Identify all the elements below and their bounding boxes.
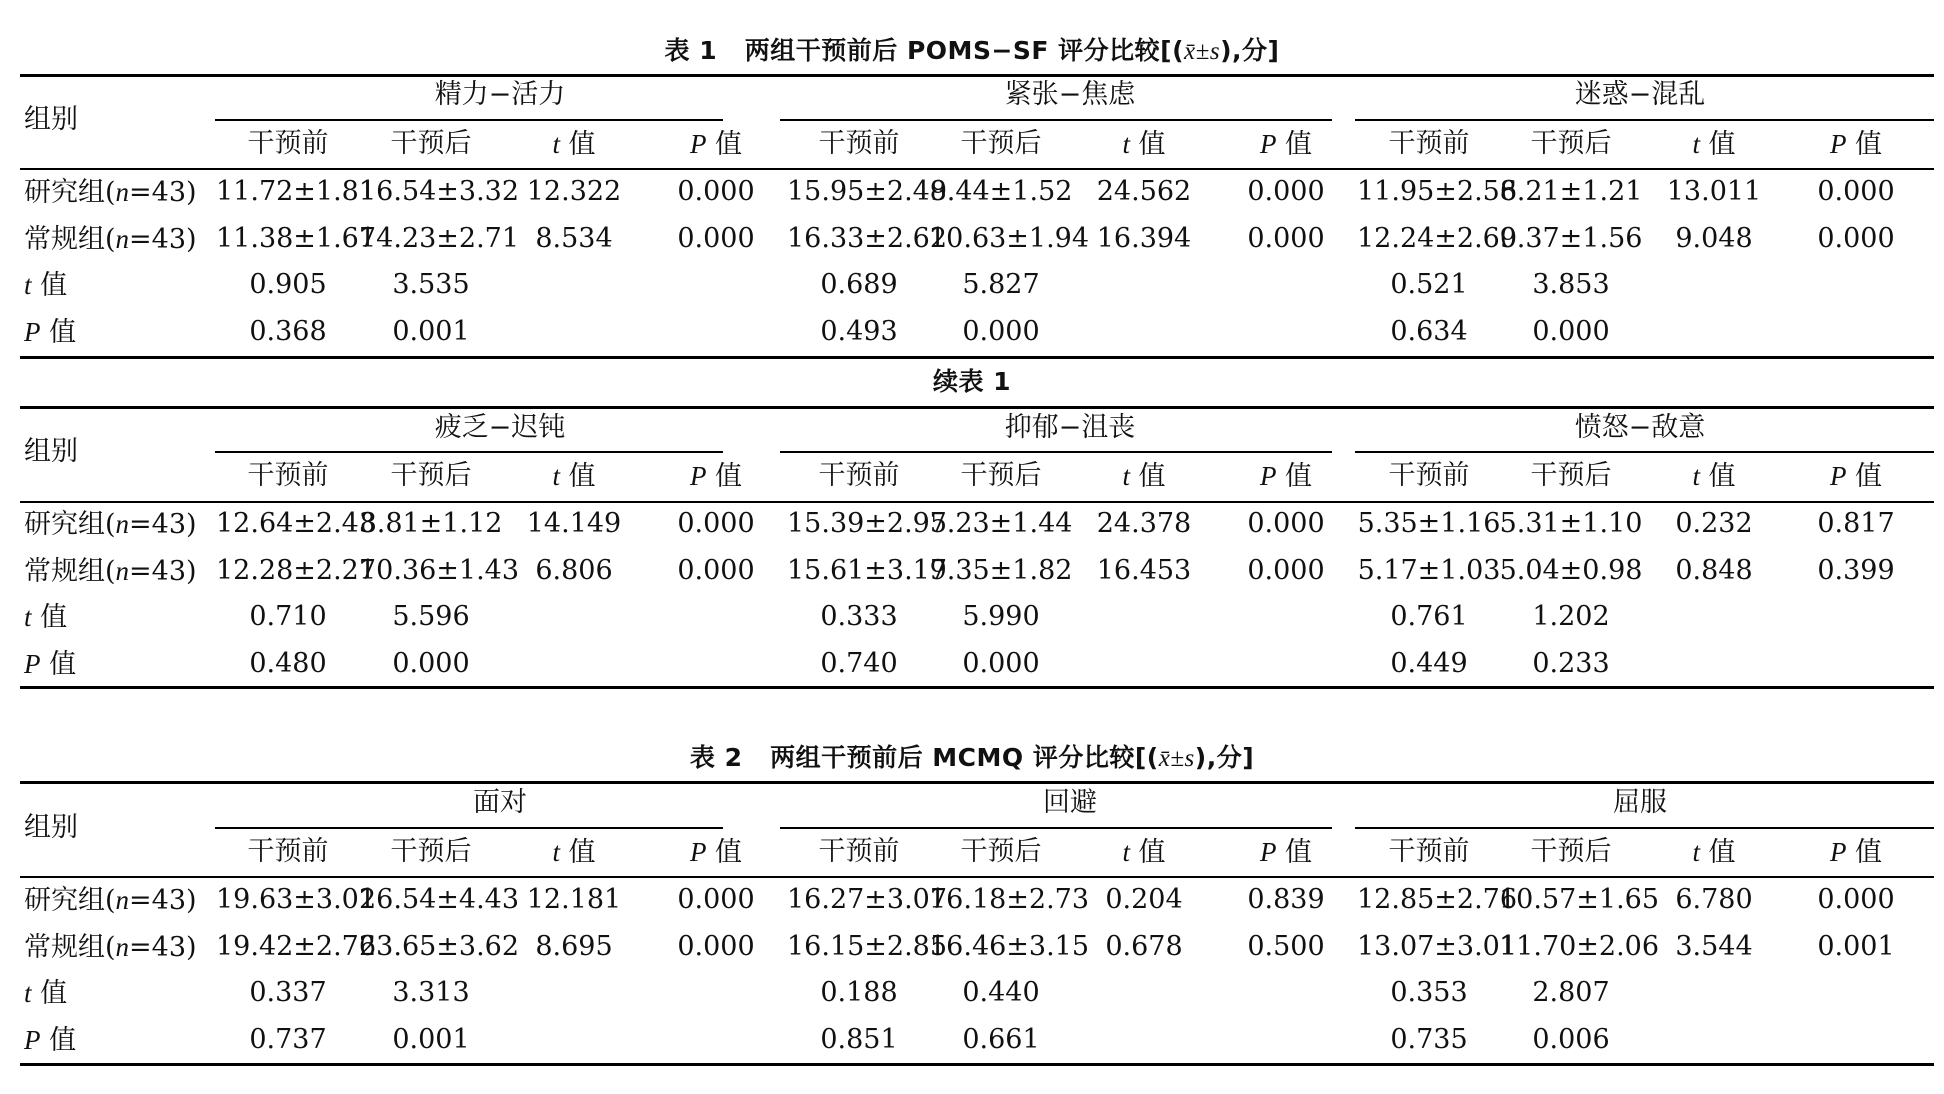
table-cell: 0.740 (820, 648, 898, 679)
column-header-t: t 值 (1692, 837, 1736, 868)
row-label: t 值 (24, 602, 68, 633)
table-cell: 19.42±2.76 (216, 931, 377, 962)
table-cell: 0.000 (1532, 316, 1610, 347)
column-header-t: t 值 (1122, 837, 1166, 868)
column-header-post: 干预后 (1530, 128, 1612, 159)
column-header-pre: 干预前 (1388, 460, 1470, 491)
table-1-cont-header-rule (20, 501, 1934, 503)
table-cell: 5.990 (962, 601, 1040, 632)
table-cell: 9.35±1.82 (929, 555, 1073, 586)
table-cell: 14.149 (526, 508, 622, 539)
table-cell: 11.95±2.56 (1357, 176, 1518, 207)
table-cell: 0.337 (249, 977, 327, 1008)
table-cell: 0.689 (820, 269, 898, 300)
table-cell: 3.313 (392, 977, 470, 1008)
table-cell: 0.905 (249, 269, 327, 300)
table-1-cont-top-rule (20, 406, 1934, 409)
table-cell: 8.44±1.52 (929, 176, 1073, 207)
table-cell: 16.394 (1096, 223, 1192, 254)
table-cell: 0.000 (1817, 884, 1895, 915)
table-cell: 8.81±1.12 (359, 508, 503, 539)
table-cell: 12.28±2.27 (216, 555, 377, 586)
column-header-post: 干预后 (960, 460, 1042, 491)
table-cell: 23.65±3.62 (359, 931, 520, 962)
table-cell: 19.63±3.01 (216, 884, 377, 915)
mean-sd-symbol: x̄±s (1184, 38, 1221, 65)
table-cell: 0.500 (1247, 931, 1325, 962)
table-cell: 16.18±2.73 (929, 884, 1090, 915)
row-label: 研究组(n=43) (24, 885, 197, 916)
table-cell: 0.333 (820, 601, 898, 632)
table-cell: 5.31±1.10 (1499, 508, 1643, 539)
column-header-post: 干预后 (390, 460, 472, 491)
table-cell: 0.006 (1532, 1024, 1610, 1055)
table-1-number: 表 1 (664, 36, 718, 65)
table-cell: 13.011 (1666, 176, 1762, 207)
table-cell: 0.188 (820, 977, 898, 1008)
table-cell: 0.399 (1817, 555, 1895, 586)
table-2-group-header: 回避 (1043, 787, 1097, 818)
table-cell: 11.70±2.06 (1499, 931, 1660, 962)
column-header-p: P 值 (1259, 461, 1313, 492)
column-header-post: 干预后 (960, 128, 1042, 159)
table-cell: 0.480 (249, 648, 327, 679)
table-2-number: 表 2 (689, 743, 743, 772)
table-cell: 0.001 (1817, 931, 1895, 962)
table-cell: 14.23±2.71 (359, 223, 520, 254)
table-cell: 5.04±0.98 (1499, 555, 1643, 586)
table-1-header-rule (20, 168, 1934, 170)
table-2-title: 两组干预前后 MCMQ 评分比较[( (770, 743, 1159, 772)
table-cell: 0.000 (677, 931, 755, 962)
table-cell: 0.368 (249, 316, 327, 347)
column-header-t: t 值 (552, 837, 596, 868)
column-header-post: 干预后 (390, 836, 472, 867)
table-cell: 0.001 (392, 316, 470, 347)
table-cell: 15.95±2.49 (787, 176, 948, 207)
table-cell: 5.596 (392, 601, 470, 632)
table-1-group-header: 迷惑−混乱 (1574, 79, 1706, 110)
row-label: t 值 (24, 978, 68, 1009)
column-header-post: 干预后 (1530, 460, 1612, 491)
table-cell: 8.534 (535, 223, 613, 254)
table-cell: 5.35±1.16 (1357, 508, 1501, 539)
table-cell: 0.440 (962, 977, 1040, 1008)
mean-sd-symbol: x̄±s (1158, 745, 1195, 772)
table-cell: 16.453 (1096, 555, 1192, 586)
table-cell: 11.72±1.81 (216, 176, 377, 207)
table-1-cont-group-header: 疲乏−迟钝 (434, 412, 566, 443)
table-cell: 0.634 (1390, 316, 1468, 347)
table-cell: 7.23±1.44 (929, 508, 1073, 539)
column-header-pre: 干预前 (1388, 128, 1470, 159)
column-header-t: t 值 (1692, 129, 1736, 160)
table-cell: 0.710 (249, 601, 327, 632)
table-cell: 0.232 (1675, 508, 1753, 539)
column-header-pre: 干预前 (247, 128, 329, 159)
table-cell: 0.000 (962, 648, 1040, 679)
table-cell: 0.204 (1105, 884, 1183, 915)
row-label: t 值 (24, 270, 68, 301)
table-1-title: 两组干预前后 POMS−SF 评分比较[( (744, 36, 1185, 65)
table-cell: 5.827 (962, 269, 1040, 300)
table-2-group-rule (780, 827, 1332, 829)
table-cell: 8.21±1.21 (1499, 176, 1643, 207)
table-cell: 0.000 (1247, 223, 1325, 254)
column-header-post: 干预后 (1530, 836, 1612, 867)
column-header-t: t 值 (1122, 129, 1166, 160)
table-2-group-header: 屈服 (1613, 787, 1667, 818)
table-cell: 12.64±2.43 (216, 508, 377, 539)
table-cell: 8.695 (535, 931, 613, 962)
column-header-post: 干预后 (960, 836, 1042, 867)
column-header-p: P 值 (1259, 129, 1313, 160)
table-1-cont-group-header: 抑郁−沮丧 (1004, 412, 1136, 443)
row-label: P 值 (24, 1025, 77, 1056)
table-1-cont-group-rule (1355, 451, 1934, 453)
column-header-pre: 干预前 (247, 460, 329, 491)
table-1-bottom-rule (20, 356, 1934, 359)
table-cell: 0.353 (1390, 977, 1468, 1008)
column-header-p: P 值 (1829, 837, 1883, 868)
table-cell: 3.853 (1532, 269, 1610, 300)
table-cell: 0.848 (1675, 555, 1753, 586)
column-header-t: t 值 (552, 129, 596, 160)
table-cell: 3.535 (392, 269, 470, 300)
table-cell: 13.07±3.01 (1357, 931, 1518, 962)
column-header-t: t 值 (552, 461, 596, 492)
table-cell: 0.839 (1247, 884, 1325, 915)
table-cell: 3.544 (1675, 931, 1753, 962)
table-1-group-rule (1355, 119, 1934, 121)
table-1-group-rule (215, 119, 723, 121)
table-1-unit: ),分] (1220, 36, 1280, 65)
table-cell: 0.000 (1247, 508, 1325, 539)
column-header-p: P 值 (689, 129, 743, 160)
table-cell: 16.15±2.85 (787, 931, 948, 962)
table-cell: 0.737 (249, 1024, 327, 1055)
table-2-group-label: 组别 (24, 812, 78, 843)
table-1-cont-group-header: 愤怒−敌意 (1574, 412, 1706, 443)
table-cell: 0.000 (392, 648, 470, 679)
table-cell: 12.24±2.60 (1357, 223, 1518, 254)
row-label: 常规组(n=43) (24, 224, 197, 255)
table-cell: 0.001 (392, 1024, 470, 1055)
table-1-group-header: 精力−活力 (434, 79, 566, 110)
table-cell: 0.000 (677, 223, 755, 254)
column-header-p: P 值 (689, 837, 743, 868)
table-1-cont-caption (0, 367, 1944, 397)
table-cell: 24.378 (1096, 508, 1192, 539)
table-cell: 0.521 (1390, 269, 1468, 300)
column-header-post: 干预后 (390, 128, 472, 159)
table-1-cont-group-rule (780, 451, 1332, 453)
row-label: 研究组(n=43) (24, 509, 197, 540)
table-cell: 0.000 (677, 508, 755, 539)
table-2-caption (0, 743, 1944, 774)
row-label: 常规组(n=43) (24, 932, 197, 963)
table-1-caption (0, 36, 1944, 67)
table-2-top-rule (20, 781, 1934, 784)
table-cell: 0.678 (1105, 931, 1183, 962)
table-cell: 2.807 (1532, 977, 1610, 1008)
table-cell: 12.85±2.76 (1357, 884, 1518, 915)
table-cell: 6.780 (1675, 884, 1753, 915)
column-header-pre: 干预前 (818, 128, 900, 159)
table-2-group-header: 面对 (473, 787, 527, 818)
table-1-group-rule (780, 119, 1332, 121)
table-cell: 0.000 (677, 555, 755, 586)
table-cell: 0.735 (1390, 1024, 1468, 1055)
table-cell: 16.54±3.32 (359, 176, 520, 207)
table-cell: 10.63±1.94 (929, 223, 1090, 254)
column-header-pre: 干预前 (247, 836, 329, 867)
table-cell: 15.61±3.17 (787, 555, 948, 586)
table-1-group-label: 组别 (24, 104, 78, 135)
row-label: 研究组(n=43) (24, 177, 197, 208)
table-cell: 0.000 (1817, 176, 1895, 207)
table-cell: 1.202 (1532, 601, 1610, 632)
table-cell: 16.33±2.62 (787, 223, 948, 254)
table-cell: 16.27±3.07 (787, 884, 948, 915)
table-cell: 10.36±1.43 (359, 555, 520, 586)
table-cell: 0.000 (962, 316, 1040, 347)
table-cell: 0.000 (1247, 176, 1325, 207)
table-cell: 0.661 (962, 1024, 1040, 1055)
table-cell: 0.000 (1247, 555, 1325, 586)
table-cell: 9.048 (1675, 223, 1753, 254)
column-header-t: t 值 (1122, 461, 1166, 492)
table-2-header-rule (20, 876, 1934, 878)
table-cell: 15.39±2.95 (787, 508, 948, 539)
column-header-p: P 值 (689, 461, 743, 492)
table-cell: 0.493 (820, 316, 898, 347)
table-cell: 0.851 (820, 1024, 898, 1055)
table-cell: 16.46±3.15 (929, 931, 1090, 962)
column-header-p: P 值 (1829, 129, 1883, 160)
table-1-cont-bottom-rule (20, 686, 1934, 689)
table-cell: 0.233 (1532, 648, 1610, 679)
table-1-top-rule (20, 74, 1934, 77)
column-header-p: P 值 (1829, 461, 1883, 492)
table-cell: 11.38±1.67 (216, 223, 377, 254)
column-header-pre: 干预前 (1388, 836, 1470, 867)
table-1-cont-group-label: 组别 (24, 436, 78, 467)
table-cell: 0.817 (1817, 508, 1895, 539)
table-cell: 6.806 (535, 555, 613, 586)
table-cell: 0.000 (677, 176, 755, 207)
table-cell: 26.54±4.43 (359, 884, 520, 915)
column-header-t: t 值 (1692, 461, 1736, 492)
table-2-group-rule (215, 827, 723, 829)
table-cell: 0.761 (1390, 601, 1468, 632)
table-cell: 9.37±1.56 (1499, 223, 1643, 254)
table-cell: 10.57±1.65 (1499, 884, 1660, 915)
table-cell: 12.322 (526, 176, 622, 207)
table-cell: 0.000 (1817, 223, 1895, 254)
column-header-pre: 干预前 (818, 836, 900, 867)
column-header-p: P 值 (1259, 837, 1313, 868)
row-label: P 值 (24, 317, 77, 348)
table-cell: 24.562 (1096, 176, 1192, 207)
column-header-pre: 干预前 (818, 460, 900, 491)
table-2-group-rule (1355, 827, 1934, 829)
table-2-unit: ),分] (1194, 743, 1255, 772)
table-cell: 0.449 (1390, 648, 1468, 679)
row-label: 常规组(n=43) (24, 556, 197, 587)
table-1-cont-group-rule (215, 451, 723, 453)
table-cell: 0.000 (677, 884, 755, 915)
table-cell: 12.181 (526, 884, 622, 915)
table-cell: 5.17±1.03 (1357, 555, 1501, 586)
row-label: P 值 (24, 649, 77, 680)
table-2-bottom-rule (20, 1063, 1934, 1066)
table-1-cont-number: 续表 1 (932, 367, 1012, 396)
table-1-group-header: 紧张−焦虑 (1004, 79, 1136, 110)
